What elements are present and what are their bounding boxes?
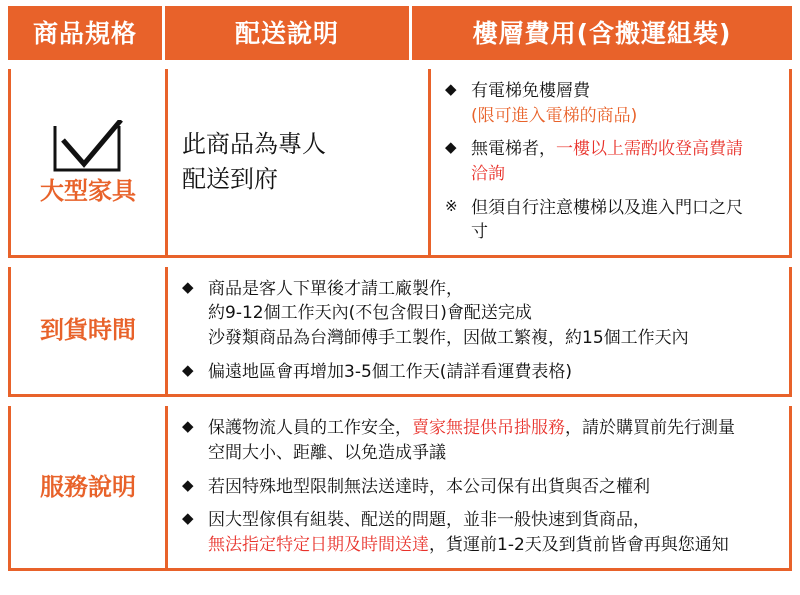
bullet-diamond-icon: ◆ <box>445 138 457 157</box>
bullet-line: ，請於購買前先行測量 <box>565 418 735 439</box>
list-item <box>182 475 779 500</box>
bullet-line: ，貨運前1-2天及到貨前皆會再與您通知 <box>429 534 729 555</box>
delivery-note-cell <box>168 69 431 255</box>
bullet-reference-icon: ※ <box>445 196 458 215</box>
bullet-diamond-icon: ◆ <box>182 277 194 296</box>
header-cell-spec: 商品規格 <box>8 6 165 60</box>
row-label-text: 大型家具 <box>40 176 136 205</box>
bullet-line: (限可進入電梯的商品) <box>471 105 638 126</box>
header-cell-floor-fee: 樓層費用(含搬運組裝) <box>412 6 792 60</box>
row-spacer <box>8 60 792 69</box>
bullet-diamond-icon: ◆ <box>182 417 194 436</box>
bullet-diamond-icon: ◆ <box>182 475 194 494</box>
row-label-large-furniture <box>11 69 168 255</box>
floor-fee-list <box>445 79 779 245</box>
list-item <box>445 137 779 186</box>
row-spacer <box>8 258 792 267</box>
bullet-line: 商品是客人下單後才請工廠製作， <box>208 278 463 299</box>
bullet-line: 約9-12個工作天內(不包含假日)會配送完成 <box>208 303 532 324</box>
table-header-row <box>8 6 792 60</box>
bullet-line: 因大型傢俱有組裝、配送的問題，並非一般快速到貨商品， <box>208 510 650 531</box>
bullet-line-emphasis: 洽詢 <box>471 163 505 184</box>
block-service-notes <box>8 406 792 570</box>
list-item <box>445 196 779 245</box>
delivery-note-line2: 配送到府 <box>182 164 278 193</box>
bullet-line-emphasis: 賣家無提供吊掛服務 <box>412 418 565 439</box>
bullet-diamond-icon: ◆ <box>182 509 194 528</box>
arrival-time-cell <box>168 267 789 395</box>
bullet-diamond-icon: ◆ <box>445 80 457 98</box>
bullet-line: 沙發類商品為台灣師傅手工製作，因做工繁複，約15個工作天內 <box>208 328 689 349</box>
floor-fee-cell <box>431 69 789 255</box>
table-row <box>8 267 792 398</box>
service-notes-cell <box>168 406 789 567</box>
list-item <box>182 508 779 557</box>
bullet-line: 無電梯者， <box>471 139 556 160</box>
list-item <box>182 360 779 385</box>
bullet-line: 但須自行注意樓梯以及進入門口之尺 <box>471 197 743 218</box>
bullet-line: 寸 <box>471 222 488 243</box>
bullet-line: 若因特殊地型限制無法送達時，本公司保有出貨與否之權利 <box>208 476 650 497</box>
table-row <box>8 406 792 570</box>
bullet-line: 空間大小、距離、以免造成爭議 <box>208 443 446 464</box>
list-item <box>445 79 779 128</box>
list-item <box>182 277 779 351</box>
bullet-diamond-icon: ◆ <box>182 360 194 379</box>
table-row <box>8 69 792 258</box>
row-label-text: 到貨時間 <box>40 316 136 345</box>
row-label-arrival-time <box>11 267 168 395</box>
arrival-time-list <box>182 277 779 385</box>
row-label-service-notes <box>11 406 168 567</box>
list-item <box>182 416 779 465</box>
block-large-furniture <box>8 69 792 258</box>
checkmark-icon <box>51 120 125 176</box>
row-label-text: 服務說明 <box>40 472 136 501</box>
info-table <box>8 6 792 571</box>
bullet-line: 有電梯免樓層費 <box>471 81 590 101</box>
bullet-line-emphasis: 無法指定特定日期及時間送達 <box>208 534 429 555</box>
block-arrival-time <box>8 267 792 398</box>
row-spacer <box>8 397 792 406</box>
bullet-line: 偏遠地區會再增加3-5個工作天(請詳看運費表格) <box>208 361 573 382</box>
bullet-line: 保護物流人員的工作安全， <box>208 418 412 439</box>
header-cell-delivery: 配送說明 <box>165 6 412 60</box>
service-notes-list <box>182 416 779 557</box>
delivery-note-line1: 此商品為專人 <box>182 130 326 159</box>
bullet-line-emphasis: 一樓以上需酌收登高費請 <box>556 139 743 160</box>
